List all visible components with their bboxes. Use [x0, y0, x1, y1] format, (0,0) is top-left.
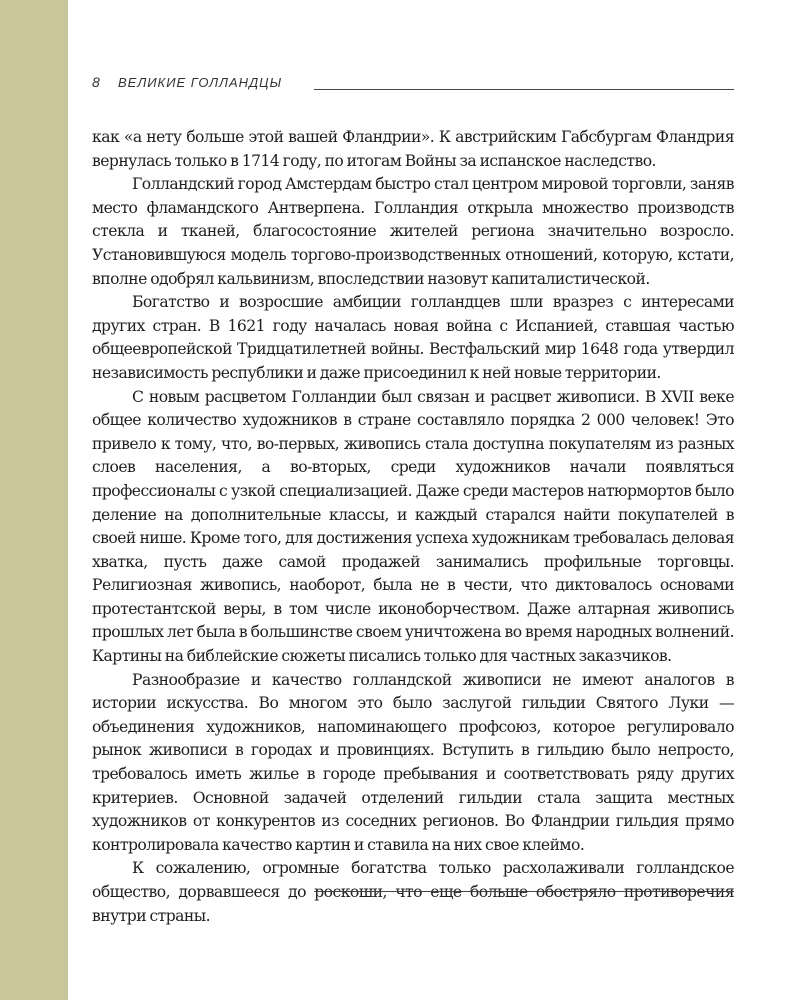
- side-color-strip: [0, 0, 68, 1000]
- footer-rule: [314, 891, 734, 892]
- paragraph: С новым расцветом Голландии был связан и расцвет живописи. В XVII веке общее количество художников в стране составляло порядка 2 000 человек! Это привело к тому, что, во-первых, живопись стала доступна покупателям из разных слоев населения, а во-вторых, среди художников начали появляться профессионалы с узкой специализацией. Даже среди мастеров натюрмортов было деление на дополнительные классы, и каждый старался найти покупателей в своей нише. Кроме того, для достижения успеха художникам требовалась деловая хватка, пусть даже самой продажей занимались профильные торговцы. Религиозная живопись, наоборот, была не в чести, что диктовалось основами протестантской веры, в том числе иконоборчеством. Даже алтарная живопись прошлых лет была в большинстве своем уничтожена во время народных волнений. Картины на библейские сюжеты писались только для частных заказчиков.: [92, 387, 734, 666]
- paragraph: Голландский город Амстердам быстро стал центром мировой торговли, заняв место фламандского Антверпена. Голландия открыла множество производств стекла и тканей, благосостояние жителей региона значительно возросло. Установившуюся модель торгово-производственных отношений, которую, кстати, вполне одобрял кальвинизм, впоследствии назовут капиталистической.: [92, 175, 734, 288]
- running-title: ВЕЛИКИЕ ГОЛЛАНДЦЫ: [118, 75, 283, 90]
- paragraph: К сожалению, огромные богатства только расхолаживали голландское общество, дорвавшееся до роскоши, что еще больше обостряло противоречия внутри страны.: [92, 859, 734, 925]
- page-number: 8: [92, 74, 101, 90]
- page-header: [92, 74, 734, 98]
- paragraph: Богатство и возросшие амбиции голландцев шли вразрез с интересами других стран. В 1621 году началась новая война с Испанией, ставшая частью общеевропейской Тридцатилетней войны. Вестфальский мир 1648 года утвердил независимость республики и даже присоединил к ней новые территории.: [92, 293, 734, 382]
- body-text: [92, 126, 734, 928]
- paragraph: как «а нету больше этой вашей Фландрии». К австрийским Габсбургам Фландрия вернулась только в 1714 году, по итогам Войны за испанское наследство.: [92, 128, 734, 170]
- paragraph: Разнообразие и качество голландской живописи не имеют аналогов в истории искусства. Во многом это было заслугой гильдии Святого Луки — объединения художников, напоминающего профсоюз, которое регулировало рынок живописи в городах и провинциях. Вступить в гильдию было непросто, требовалось иметь жилье в городе пребывания и соответствовать ряду других критериев. Основной задачей отделений гильдии стала защита местных художников от конкурентов из соседних регионов. Во Фландрии гильдия прямо контролировала качество картин и ставила на них свое клеймо.: [92, 670, 734, 854]
- header-rule: [314, 89, 734, 90]
